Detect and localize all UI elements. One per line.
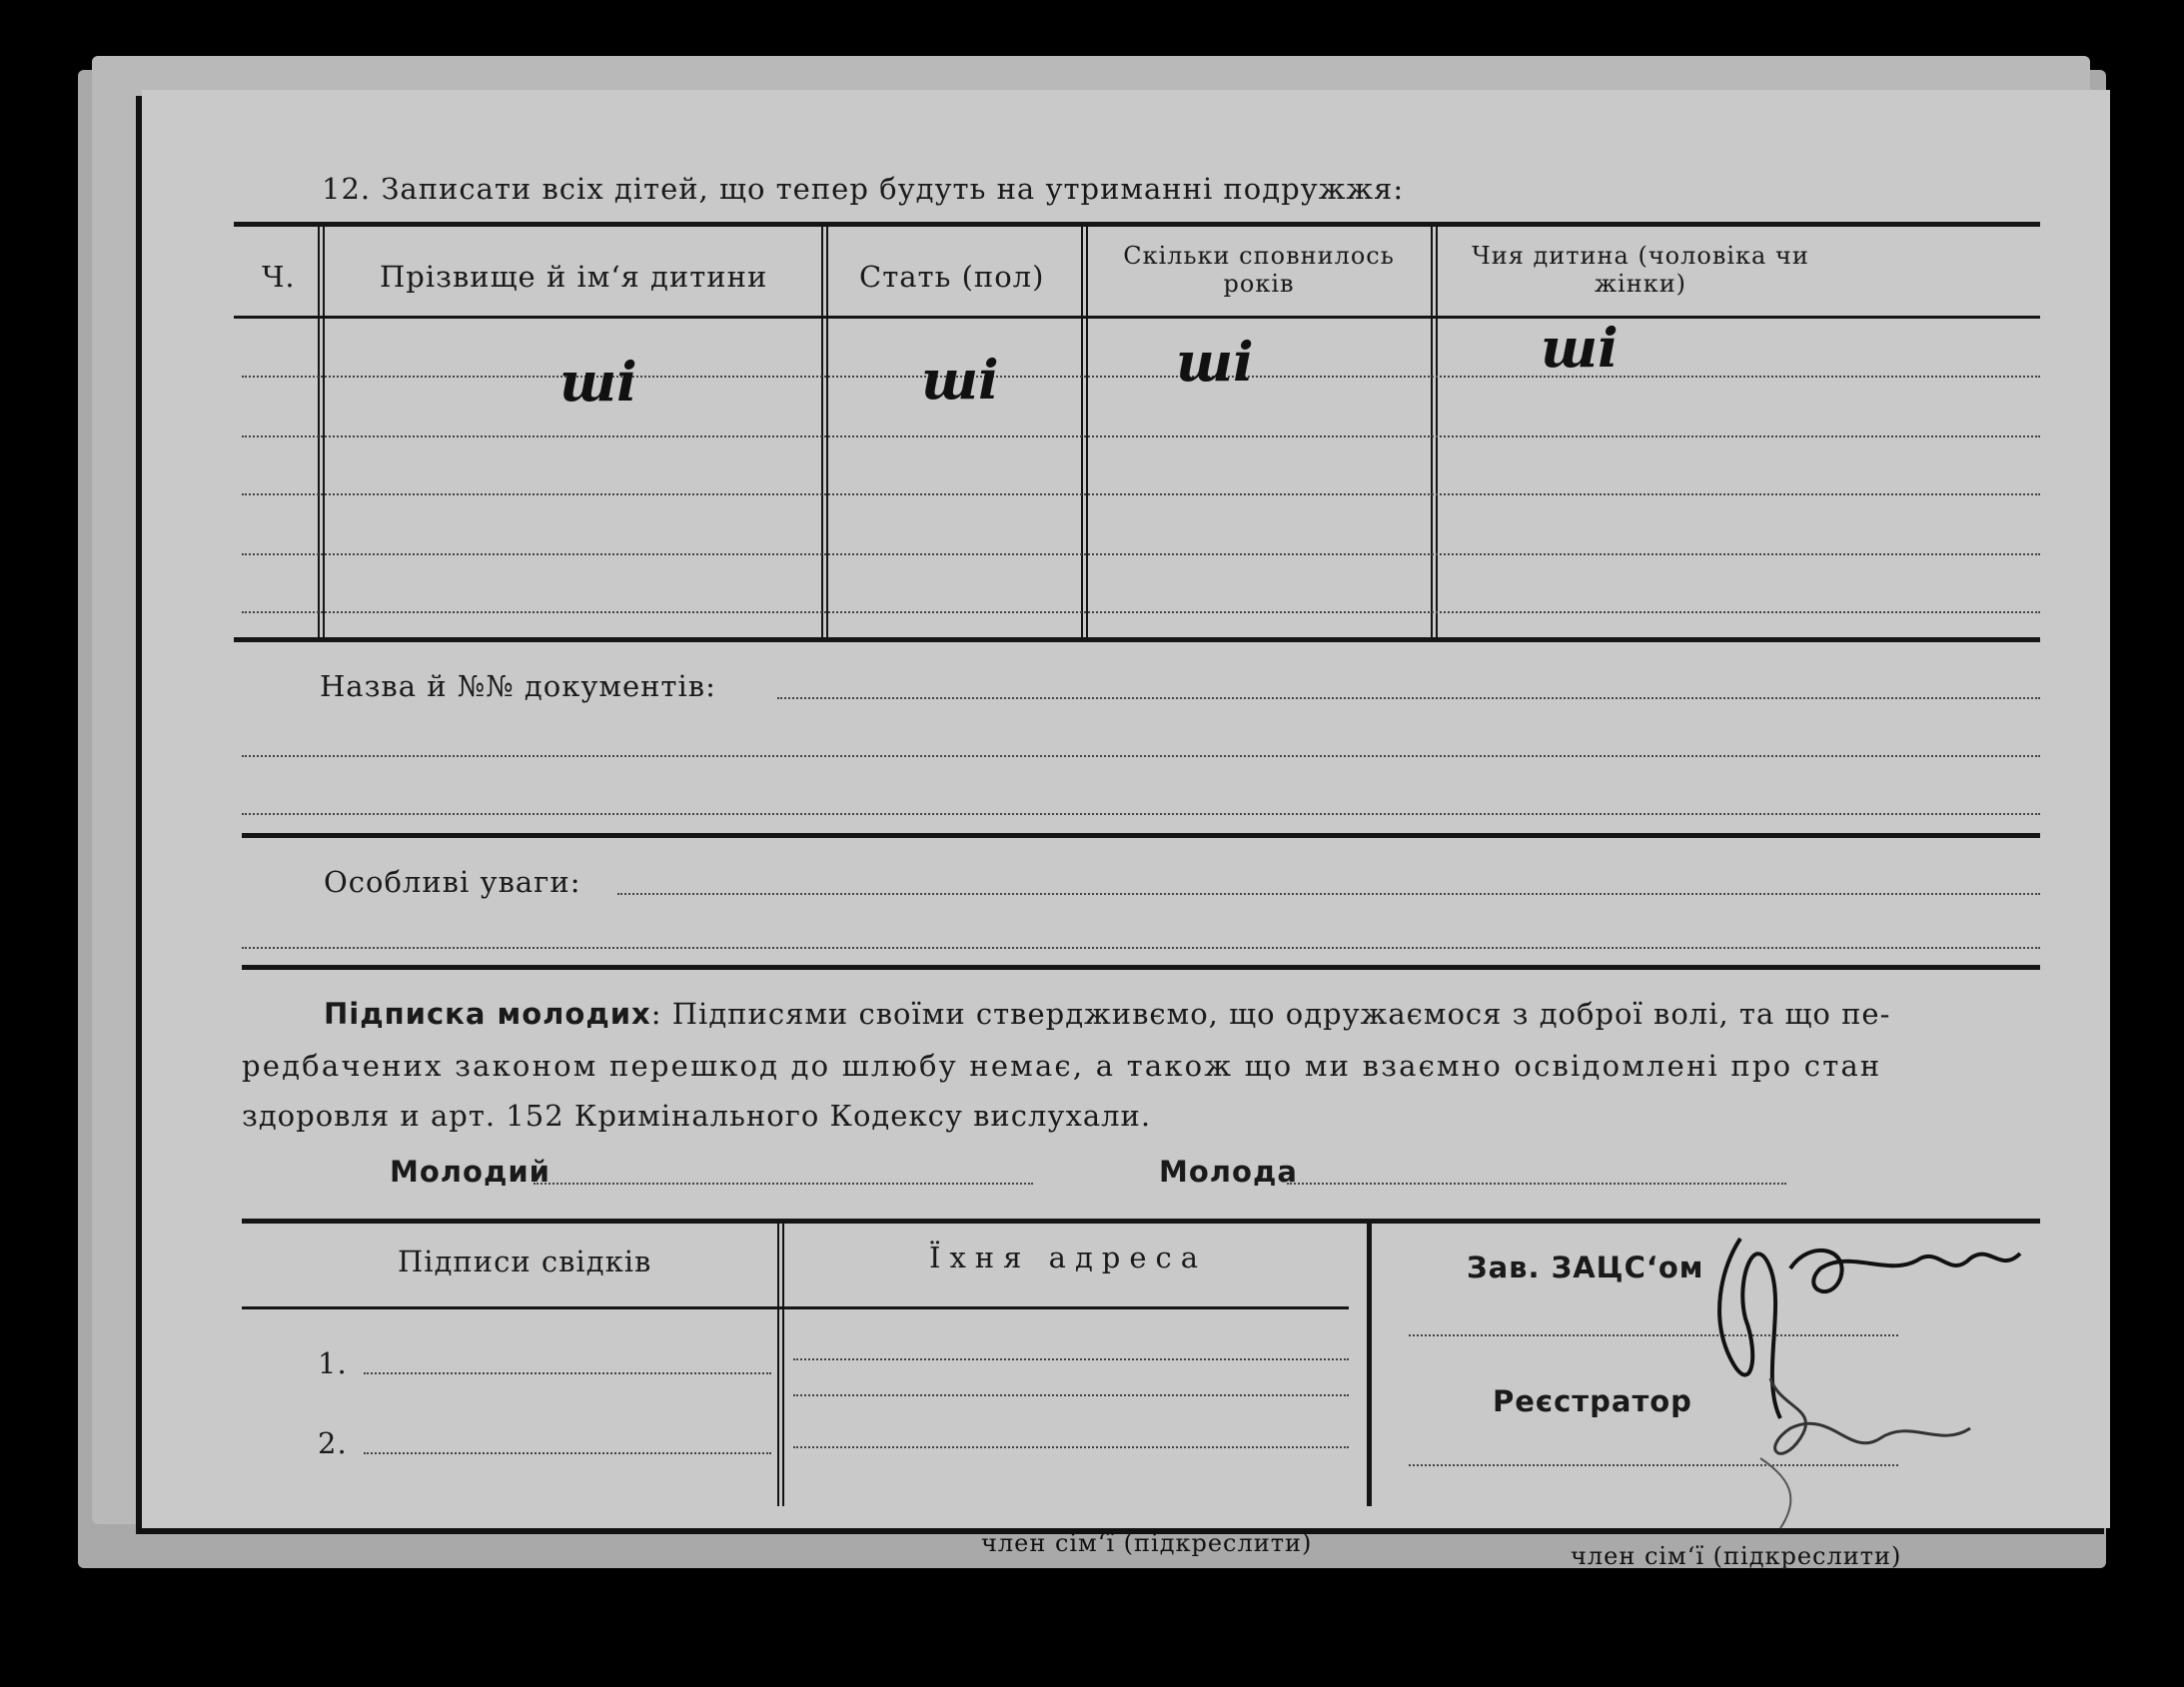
table-row-line (242, 611, 2040, 613)
declaration-line-1 (324, 997, 1890, 1031)
head-of-registry-label: Зав. ЗАЦСʻом (1467, 1251, 1704, 1284)
bride-label: Молода (1159, 1155, 1298, 1189)
remarks-label: Особливі уваги: (324, 865, 581, 899)
witness-1-address-line (793, 1394, 1349, 1396)
table-column-divider (1431, 226, 1438, 637)
column-header-age: Скільки сповнилось років (1123, 242, 1395, 298)
witness-1-address-line (793, 1358, 1349, 1360)
section-divider (242, 833, 2040, 838)
remarks-line (242, 947, 2040, 949)
groom-signature-line (534, 1183, 1033, 1185)
groom-label: Молодий (390, 1155, 551, 1189)
witness-row-2-number: 2. (318, 1426, 348, 1460)
table-row-line (242, 493, 2040, 495)
declaration-title: Підписка молодих (324, 997, 651, 1031)
witness-row-1-number: 1. (318, 1346, 348, 1380)
witness-signatures-header: Підписи свідків (398, 1245, 652, 1278)
table-top-border (234, 222, 2040, 227)
declaration-text-1: : Підписями своїми ствердживємо, що одружаємося з доброї волі, та що пе- (650, 997, 1891, 1031)
column-header-child-name: Прізвище й імʻя дитини (380, 260, 768, 294)
form-sheet (142, 90, 2110, 1528)
section-divider (242, 965, 2040, 970)
column-header-sex: Стать (пол) (859, 260, 1045, 294)
witness-header-border (242, 1306, 1349, 1309)
declaration-line-3: здоровля и арт. 152 Кримінального Кодексу вислухали. (242, 1099, 1152, 1133)
witness-address-header: Їхня адреса (929, 1241, 1208, 1274)
table-row-line (242, 435, 2040, 437)
registrar-label: Реєстратор (1493, 1384, 1692, 1418)
witness-column-divider (777, 1223, 784, 1506)
underlying-caption-left: член сімʻї (підкреслити) (981, 1529, 1313, 1557)
handwritten-age: ші (1176, 330, 1254, 394)
witness-column-divider (1367, 1223, 1372, 1506)
column-header-number: Ч. (262, 260, 296, 294)
underlying-caption-right: член сімʻї (підкреслити) (1571, 1542, 1902, 1570)
documents-label: Назва й №№ документів: (320, 669, 716, 703)
column-header-whose-child: Чия дитина (чоловіка чи жінки) (1472, 242, 1809, 298)
bride-signature-line (1287, 1183, 1786, 1185)
table-header-border (234, 316, 2040, 319)
table-column-divider (821, 226, 828, 637)
table-row-line (242, 553, 2040, 555)
table-column-divider (318, 226, 325, 637)
remarks-line (617, 893, 2040, 895)
handwritten-sex: ші (921, 348, 999, 412)
witness-2-signature-line (364, 1452, 771, 1454)
documents-line (777, 697, 2040, 699)
witness-1-signature-line (364, 1372, 771, 1374)
table-bottom-border (234, 637, 2040, 642)
documents-line (242, 755, 2040, 757)
handwritten-whose-child: ші (1541, 316, 1619, 380)
table-row-line (242, 376, 2040, 378)
declaration-line-2: редбачених законом перешкод до шлюбу немає, а також що ми взаємно освідомлені про стан (242, 1049, 1882, 1083)
documents-line (242, 813, 2040, 815)
handwritten-child-name: ші (559, 350, 637, 414)
head-signature (1700, 1209, 2100, 1538)
item-12-label: 12. Записати всіх дітей, що тепер будуть на утриманні подружжя: (322, 172, 1405, 206)
table-column-divider (1081, 226, 1088, 637)
witness-2-address-line (793, 1446, 1349, 1448)
